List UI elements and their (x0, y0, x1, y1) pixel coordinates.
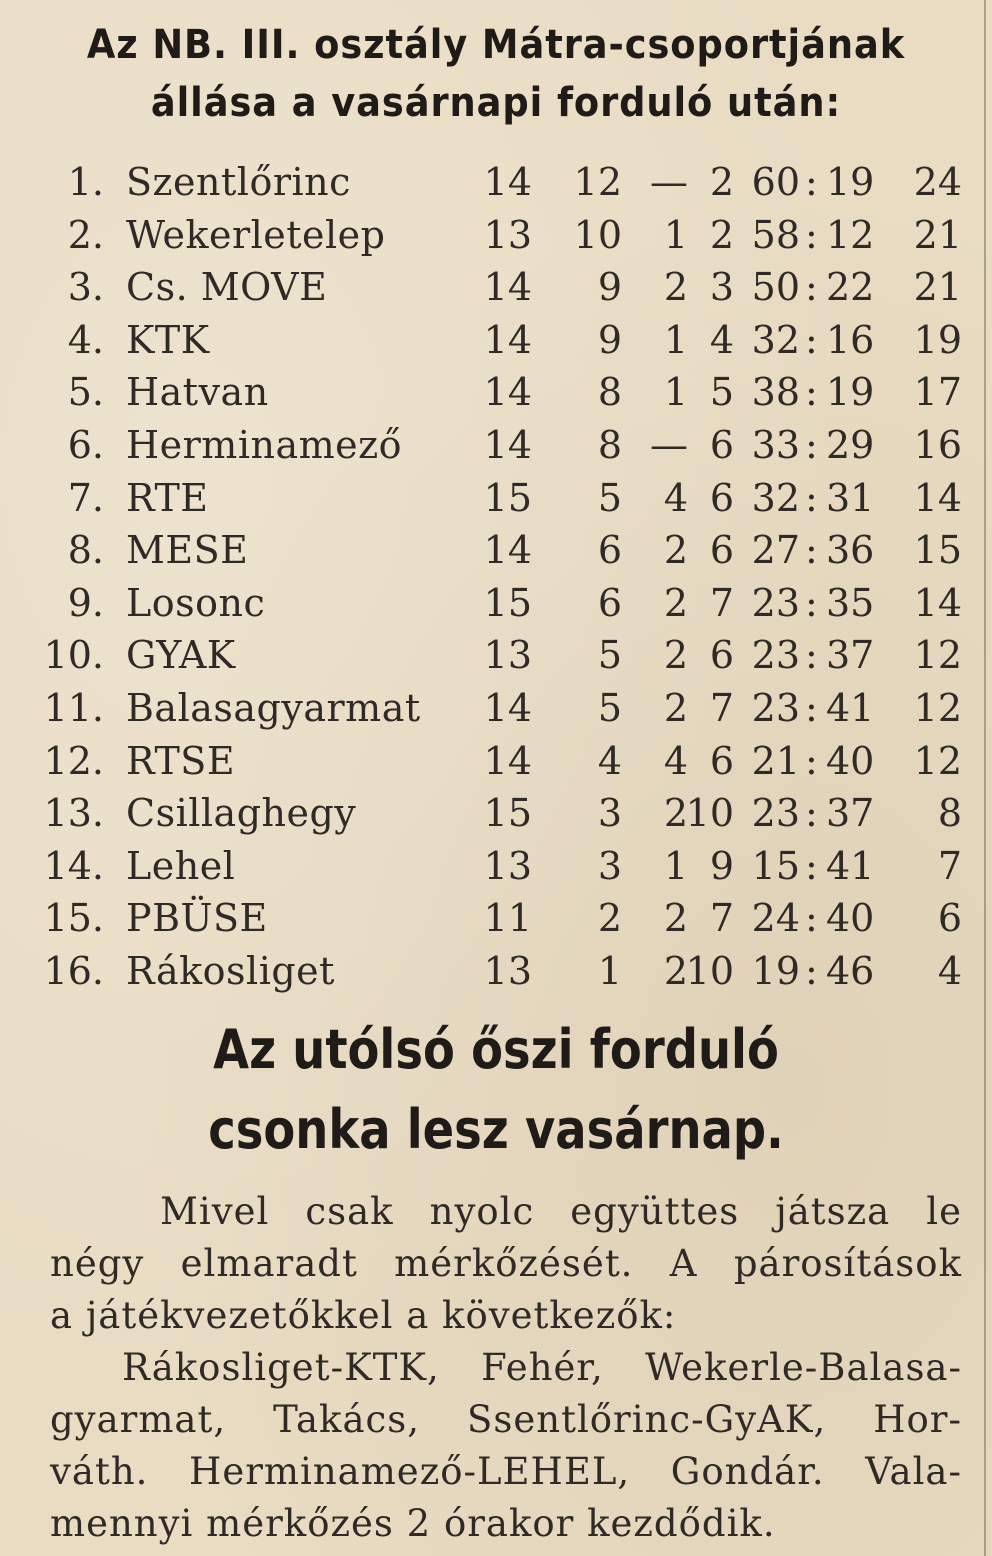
standing-played: 14 (483, 528, 532, 573)
standing-won: 4 (597, 738, 622, 783)
standing-rank: 15. (43, 896, 104, 941)
standing-lost: 6 (709, 528, 734, 573)
standing-played: 14 (483, 317, 532, 362)
standing-points: 4 (937, 948, 962, 993)
standing-won: 3 (597, 791, 622, 836)
standing-goals-for: 21 (751, 738, 800, 783)
standing-goals-against: 31 (826, 475, 875, 520)
standing-goals-for: 23 (751, 580, 800, 625)
standing-points: 12 (913, 738, 962, 783)
standing-drawn: — (650, 160, 688, 204)
standing-drawn: 1 (663, 370, 688, 415)
standing-drawn: 1 (663, 317, 688, 362)
paragraph-line: Rákosliget-KTK, Fehér, Wekerle-Balasa- (122, 1346, 962, 1389)
standings-row (0, 682, 992, 735)
standings-row (0, 419, 992, 472)
standing-goals-for: 23 (751, 633, 800, 678)
standing-goals-for: 15 (751, 843, 800, 888)
score-separator: : (805, 948, 818, 993)
standing-lost: 6 (709, 422, 734, 467)
standing-goals-against: 41 (826, 843, 875, 888)
standing-rank: 9. (67, 580, 104, 625)
standing-drawn: — (650, 422, 688, 467)
paragraph-line: négy elmaradt mérkőzését. A párosítások (50, 1242, 962, 1285)
standing-points: 8 (937, 791, 962, 836)
standing-goals-against: 37 (826, 791, 875, 836)
standings-row (0, 314, 992, 367)
standing-played: 11 (483, 896, 532, 941)
standing-won: 6 (597, 580, 622, 625)
standing-goals-against: 46 (826, 948, 875, 993)
standing-rank: 1. (67, 160, 104, 204)
score-separator: : (805, 475, 818, 520)
standings-row (0, 472, 992, 525)
standing-goals-for: 38 (751, 370, 800, 415)
standing-won: 2 (597, 896, 622, 941)
subheadline-line-1: Az utólsó őszi forduló (213, 1018, 779, 1081)
standing-lost: 4 (709, 317, 734, 362)
standing-goals-against: 40 (826, 738, 875, 783)
standing-played: 13 (483, 843, 532, 888)
standing-played: 14 (483, 160, 532, 204)
standing-points: 12 (913, 685, 962, 730)
standing-points: 15 (913, 528, 962, 573)
standing-goals-against: 41 (826, 685, 875, 730)
standing-won: 5 (597, 475, 622, 520)
standings-table (0, 156, 992, 998)
standing-team: RTSE (126, 738, 236, 783)
standing-won: 5 (597, 685, 622, 730)
standing-team: Wekerletelep (126, 212, 386, 257)
standing-goals-against: 19 (826, 370, 875, 415)
standing-lost: 6 (709, 633, 734, 678)
standing-won: 10 (573, 212, 622, 257)
standing-team: Losonc (126, 580, 266, 625)
standing-lost: 6 (709, 738, 734, 783)
score-separator: : (805, 896, 818, 941)
standing-goals-for: 33 (751, 422, 800, 467)
standing-lost: 2 (709, 160, 734, 204)
standing-drawn: 1 (663, 212, 688, 257)
standing-rank: 16. (43, 948, 104, 993)
score-separator: : (805, 843, 818, 888)
standing-played: 15 (483, 791, 532, 836)
standing-team: RTE (126, 475, 209, 520)
standing-drawn: 2 (663, 685, 688, 730)
standing-lost: 9 (709, 843, 734, 888)
score-separator: : (805, 738, 818, 783)
standing-drawn: 2 (663, 580, 688, 625)
standings-row (0, 366, 992, 419)
standings-row (0, 156, 992, 209)
paragraph-line: mennyi mérkőzés 2 órakor kezdődik. (50, 1502, 776, 1545)
standing-drawn: 2 (663, 948, 688, 993)
standing-goals-against: 12 (826, 212, 875, 257)
standing-won: 1 (597, 948, 622, 993)
standing-played: 14 (483, 422, 532, 467)
standing-played: 14 (483, 685, 532, 730)
standing-lost: 7 (709, 896, 734, 941)
standing-goals-for: 19 (751, 948, 800, 993)
article-paragraph-2 (50, 1342, 962, 1550)
score-separator: : (805, 633, 818, 678)
standing-points: 14 (913, 475, 962, 520)
score-separator: : (805, 580, 818, 625)
standing-rank: 14. (43, 843, 104, 888)
standing-goals-for: 50 (751, 265, 800, 310)
standing-played: 14 (483, 265, 532, 310)
standing-team: Szentlőrinc (126, 160, 351, 204)
standing-won: 8 (597, 422, 622, 467)
standing-rank: 2. (67, 212, 104, 257)
article-paragraph-1 (50, 1186, 962, 1342)
standing-goals-for: 32 (751, 475, 800, 520)
paragraph-line: váth. Herminamező-LEHEL, Gondár. Vala- (50, 1450, 962, 1493)
standing-drawn: 2 (663, 791, 688, 836)
standing-goals-for: 27 (751, 528, 800, 573)
standing-drawn: 4 (663, 475, 688, 520)
standing-team: PBÜSE (126, 896, 268, 941)
standing-played: 13 (483, 948, 532, 993)
standing-drawn: 2 (663, 896, 688, 941)
score-separator: : (805, 685, 818, 730)
standing-played: 13 (483, 212, 532, 257)
standing-lost: 10 (685, 948, 734, 993)
standing-team: Csillaghegy (126, 791, 357, 836)
standing-drawn: 2 (663, 265, 688, 310)
standing-goals-for: 24 (751, 896, 800, 941)
standings-row (0, 524, 992, 577)
standing-lost: 7 (709, 685, 734, 730)
standing-goals-against: 37 (826, 633, 875, 678)
standing-won: 12 (573, 160, 622, 204)
standing-rank: 4. (67, 317, 104, 362)
standing-rank: 8. (67, 528, 104, 573)
score-separator: : (805, 317, 818, 362)
standing-points: 19 (913, 317, 962, 362)
standing-points: 17 (913, 370, 962, 415)
standing-won: 5 (597, 633, 622, 678)
standings-row (0, 577, 992, 630)
standing-points: 14 (913, 580, 962, 625)
standing-points: 21 (913, 212, 962, 257)
standing-goals-for: 58 (751, 212, 800, 257)
standing-team: Herminamező (126, 422, 403, 467)
standing-played: 13 (483, 633, 532, 678)
standing-team: Hatvan (126, 370, 269, 415)
score-separator: : (805, 212, 818, 257)
standings-row (0, 735, 992, 788)
standing-goals-for: 23 (751, 791, 800, 836)
standing-rank: 10. (43, 633, 104, 678)
standing-rank: 6. (67, 422, 104, 467)
standing-points: 7 (937, 843, 962, 888)
standing-team: Balasagyarmat (126, 685, 421, 730)
score-separator: : (805, 265, 818, 310)
standings-row (0, 892, 992, 945)
standing-team: Cs. MOVE (126, 265, 328, 310)
standing-lost: 10 (685, 791, 734, 836)
standing-drawn: 2 (663, 633, 688, 678)
standing-lost: 2 (709, 212, 734, 257)
score-separator: : (805, 422, 818, 467)
standings-row (0, 629, 992, 682)
standing-played: 14 (483, 370, 532, 415)
standing-goals-for: 60 (751, 160, 800, 204)
paragraph-line: Mivel csak nyolc együttes játsza le (160, 1190, 962, 1233)
standing-points: 24 (913, 160, 962, 204)
standing-goals-against: 16 (826, 317, 875, 362)
standing-goals-against: 29 (826, 422, 875, 467)
headline-line-2: állása a vasárnapi forduló után: (150, 80, 842, 126)
standing-team: GYAK (126, 633, 236, 678)
standing-points: 12 (913, 633, 962, 678)
standing-points: 6 (937, 896, 962, 941)
standing-played: 14 (483, 738, 532, 783)
standing-goals-against: 35 (826, 580, 875, 625)
paragraph-line: a játékvezetőkkel a következők: (50, 1294, 677, 1337)
standings-row (0, 945, 992, 998)
standing-rank: 13. (43, 791, 104, 836)
score-separator: : (805, 791, 818, 836)
standing-won: 8 (597, 370, 622, 415)
standing-rank: 7. (67, 475, 104, 520)
standing-drawn: 2 (663, 528, 688, 573)
standing-goals-against: 22 (826, 265, 875, 310)
standing-rank: 3. (67, 265, 104, 310)
standing-drawn: 1 (663, 843, 688, 888)
standing-goals-against: 36 (826, 528, 875, 573)
score-separator: : (805, 528, 818, 573)
standings-row (0, 840, 992, 893)
standing-team: MESE (126, 528, 249, 573)
standing-played: 15 (483, 580, 532, 625)
score-separator: : (805, 160, 818, 204)
headline-line-1: Az NB. III. osztály Mátra-csoportjának (86, 22, 906, 68)
standings-row (0, 787, 992, 840)
standing-goals-against: 19 (826, 160, 875, 204)
subheadline-line-2: csonka lesz vasárnap. (208, 1098, 784, 1161)
standing-won: 9 (597, 265, 622, 310)
standing-rank: 12. (43, 738, 104, 783)
standing-team: Rákosliget (126, 948, 335, 993)
standing-points: 16 (913, 422, 962, 467)
standing-lost: 5 (709, 370, 734, 415)
standing-goals-for: 32 (751, 317, 800, 362)
standing-team: KTK (126, 317, 210, 362)
standing-drawn: 4 (663, 738, 688, 783)
standing-played: 15 (483, 475, 532, 520)
standing-lost: 6 (709, 475, 734, 520)
standing-lost: 3 (709, 265, 734, 310)
standing-rank: 11. (43, 685, 104, 730)
standing-goals-against: 40 (826, 896, 875, 941)
standings-row (0, 261, 992, 314)
standing-lost: 7 (709, 580, 734, 625)
paragraph-line: gyarmat, Takács, Ssentlőrinc-GyAK, Hor- (50, 1398, 962, 1441)
standing-won: 6 (597, 528, 622, 573)
standings-row (0, 209, 992, 262)
standing-rank: 5. (67, 370, 104, 415)
score-separator: : (805, 370, 818, 415)
standing-team: Lehel (126, 843, 236, 888)
standing-won: 9 (597, 317, 622, 362)
standing-won: 3 (597, 843, 622, 888)
standing-points: 21 (913, 265, 962, 310)
standing-goals-for: 23 (751, 685, 800, 730)
